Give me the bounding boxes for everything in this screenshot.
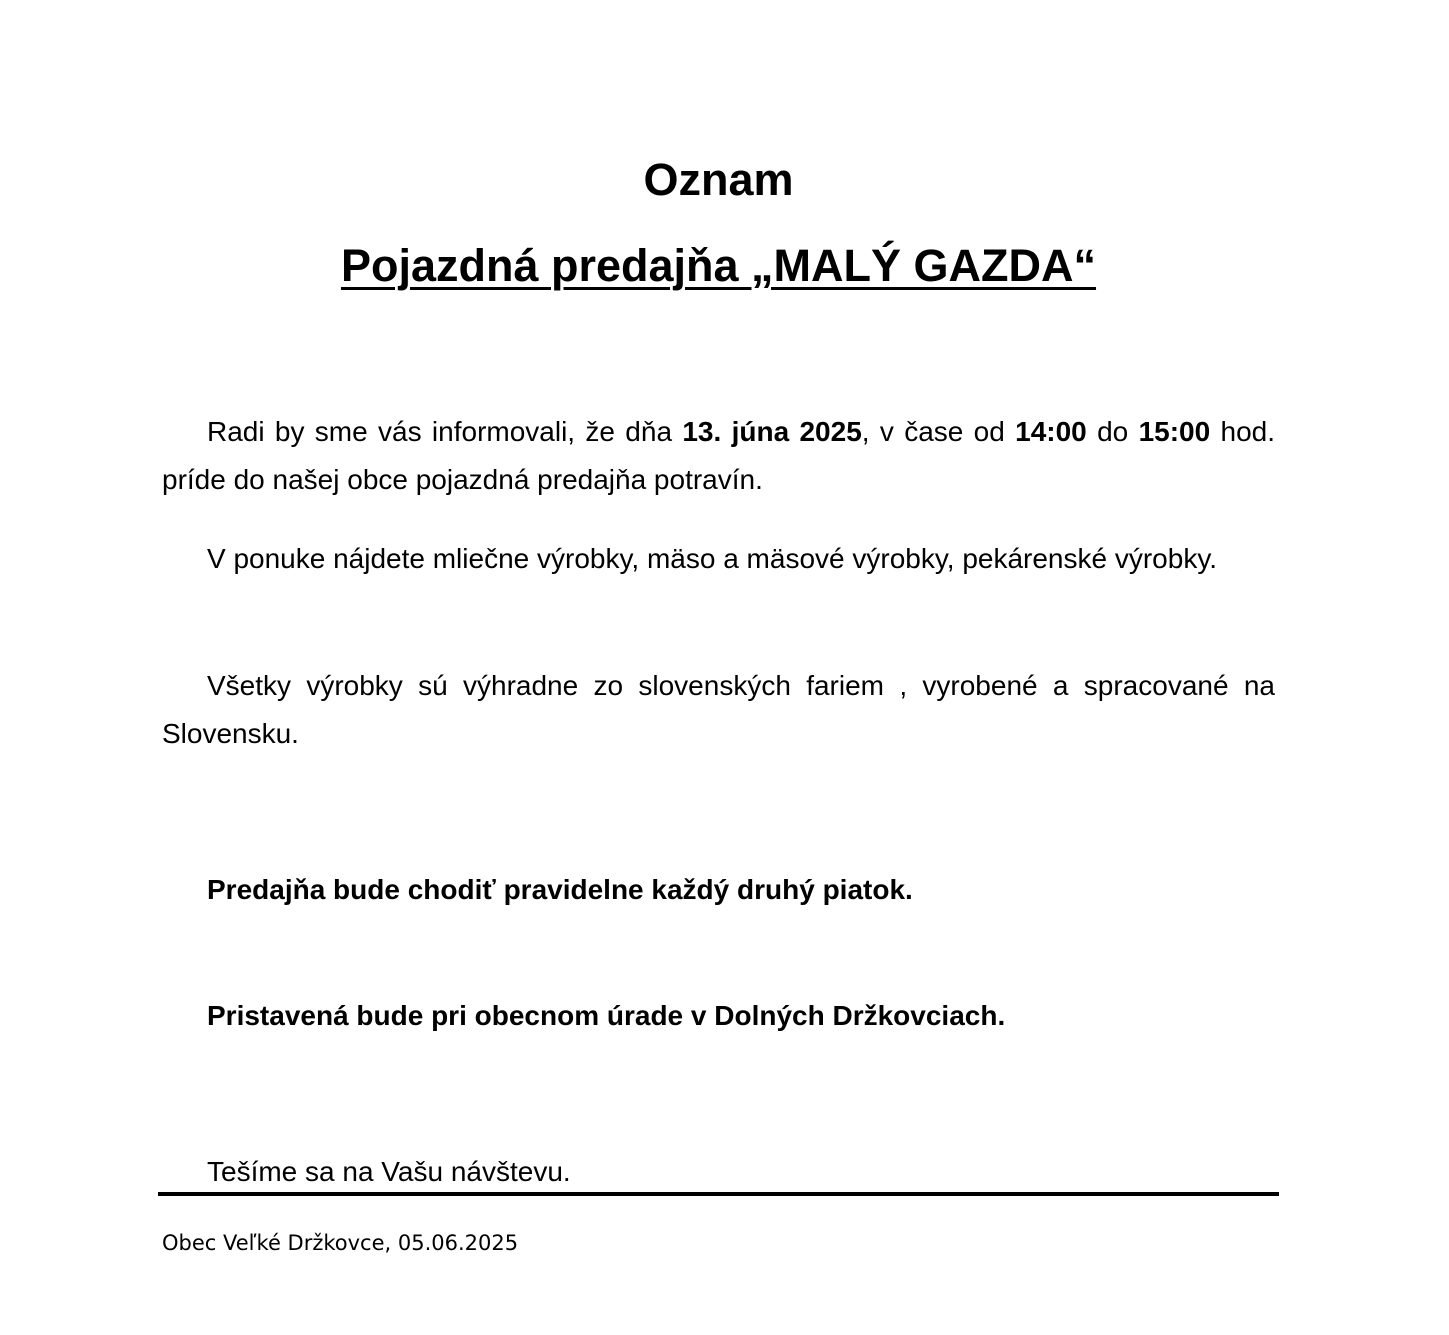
info-text-1: Radi by sme vás informovali, že dňa (207, 416, 683, 447)
origin-paragraph: Všetky výrobky sú výhradne zo slovenských fariem , vyrobené a spracované na Slovensku. (162, 670, 1275, 749)
time-from: 14:00 (1015, 416, 1087, 447)
notice-title: Oznam (643, 154, 794, 205)
visit-date: 13. júna 2025 (682, 416, 862, 447)
closing-paragraph: Tešíme sa na Vašu návštevu. (207, 1156, 571, 1187)
location-paragraph: Pristavená bude pri obecnom úrade v Dolných Držkovciach. (207, 1000, 1006, 1031)
schedule-paragraph: Predajňa bude chodiť pravidelne každý druhý piatok. (207, 874, 913, 905)
info-text-3: do (1086, 416, 1139, 447)
info-text-2: , v čase od (861, 416, 1016, 447)
footer-signature: Obec Veľké Držkovce, 05.06.2025 (162, 1231, 519, 1255)
info-text-4: hod. príde do našej obce pojazdná predajňa potravín. (162, 416, 1276, 495)
offer-paragraph: V ponuke nájdete mliečne výrobky, mäso a mäsové výrobky, pekárenské výrobky. (207, 543, 1218, 574)
info-paragraph (162, 408, 1275, 504)
footer-divider (158, 1192, 1279, 1196)
notice-subtitle: Pojazdná predajňa „MALÝ GAZDA“ (340, 240, 1097, 291)
time-to: 15:00 (1138, 416, 1211, 447)
